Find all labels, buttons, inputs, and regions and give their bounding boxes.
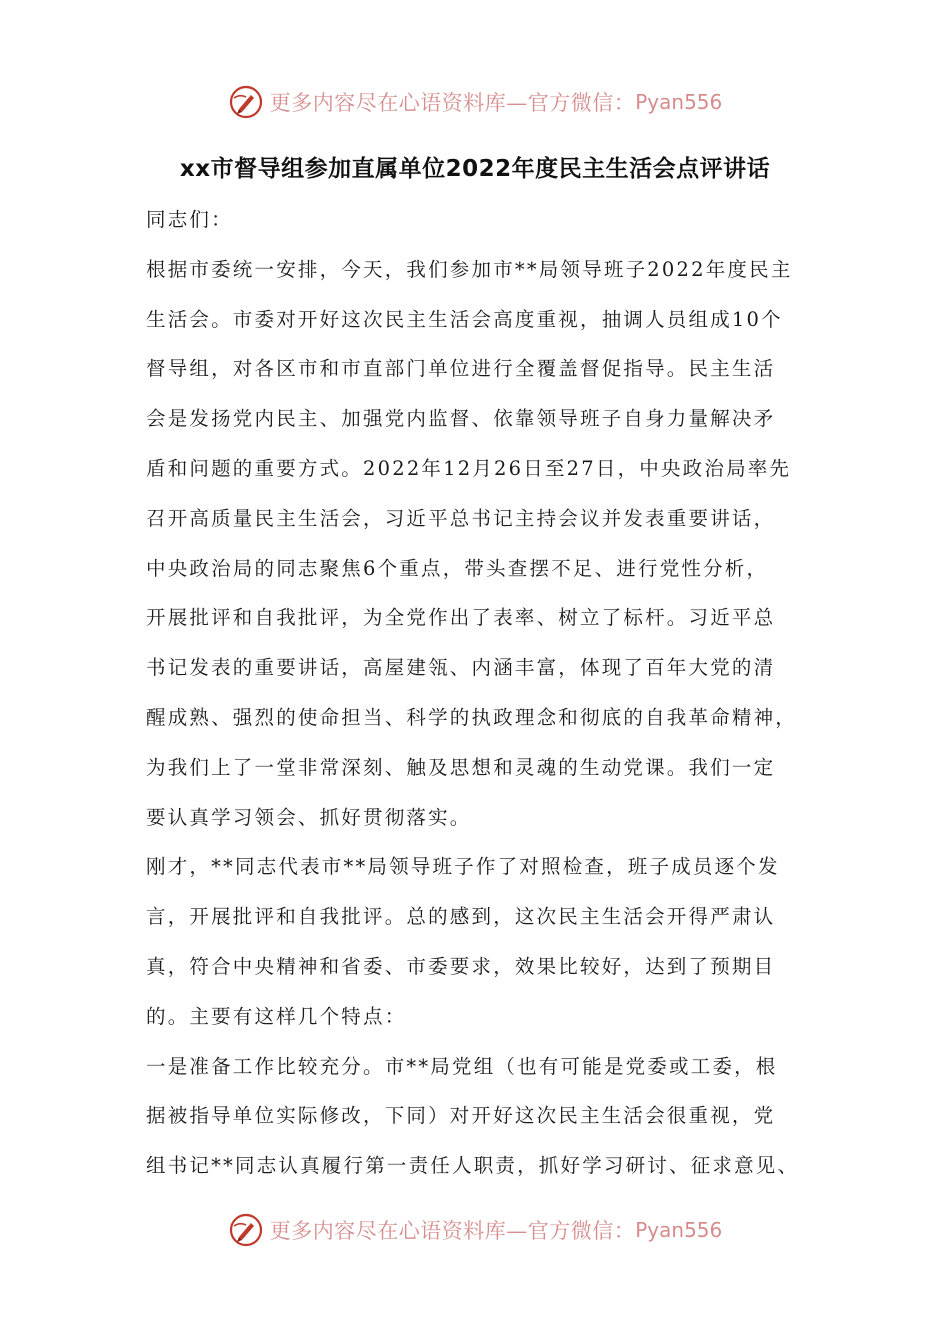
pen-logo-icon — [228, 84, 264, 120]
text-line: 中央政治局的同志聚焦6个重点，带头查摆不足、进行党性分析， — [146, 556, 769, 580]
text-line: 醒成熟、强烈的使命担当、科学的执政理念和彻底的自我革命精神， — [146, 705, 798, 729]
footer-watermark — [0, 1210, 950, 1250]
document-title: xx市督导组参加直属单位2022年度民主生活会点评讲话 — [179, 156, 771, 182]
text-line: 根据市委统一安排，今天，我们参加市**局领导班子2022年度民主 — [146, 257, 793, 281]
text-line: 会是发扬党内民主、加强党内监督、依靠领导班子自身力量解决矛 — [146, 407, 776, 431]
text-line: 的。主要有这样几个特点： — [146, 1004, 407, 1028]
text-line: 真，符合中央精神和省委、市委要求，效果比较好，达到了预期目 — [146, 954, 776, 978]
text-line: 同志们： — [146, 208, 233, 231]
text-line: 生活会。市委对开好这次民主生活会高度重视，抽调人员组成10个 — [146, 307, 783, 331]
header-watermark — [0, 82, 950, 122]
watermark-text: 更多内容尽在心语资料库—官方微信： — [269, 1219, 636, 1243]
text-line: 开展批评和自我批评，为全党作出了表率、树立了标杆。习近平总 — [146, 606, 776, 630]
text-line: 召开高质量民主生活会，习近平总书记主持会议并发表重要讲话， — [146, 506, 776, 530]
text-line: 要认真学习领会、抓好贯彻落实。 — [146, 805, 472, 829]
document-body — [146, 195, 826, 1191]
text-line: 一是准备工作比较充分。市**局党组（也有可能是党委或工委，根 — [146, 1054, 778, 1078]
watermark-text: 更多内容尽在心语资料库—官方微信： — [269, 91, 636, 115]
watermark-wechat-id: Pyan556 — [635, 1218, 723, 1242]
watermark-wechat-id: Pyan556 — [635, 90, 723, 114]
text-line: 为我们上了一堂非常深刻、触及思想和灵魂的生动党课。我们一定 — [146, 755, 776, 779]
text-line: 据被指导单位实际修改，下同）对开好这次民主生活会很重视，党 — [146, 1104, 776, 1128]
text-line: 盾和问题的重要方式。2022年12月26日至27日，中央政治局率先 — [146, 456, 792, 480]
text-line: 书记发表的重要讲话，高屋建瓴、内涵丰富，体现了百年大党的清 — [146, 656, 776, 680]
text-line: 督导组，对各区市和市直部门单位进行全覆盖督促指导。民主生活 — [146, 357, 776, 381]
text-line: 组书记**同志认真履行第一责任人职责，抓好学习研讨、征求意见、 — [146, 1154, 800, 1178]
text-line: 刚才，**同志代表市**局领导班子作了对照检查，班子成员逐个发 — [146, 855, 780, 879]
pen-logo-icon — [228, 1212, 264, 1248]
text-line: 言，开展批评和自我批评。总的感到，这次民主生活会开得严肃认 — [146, 905, 776, 929]
